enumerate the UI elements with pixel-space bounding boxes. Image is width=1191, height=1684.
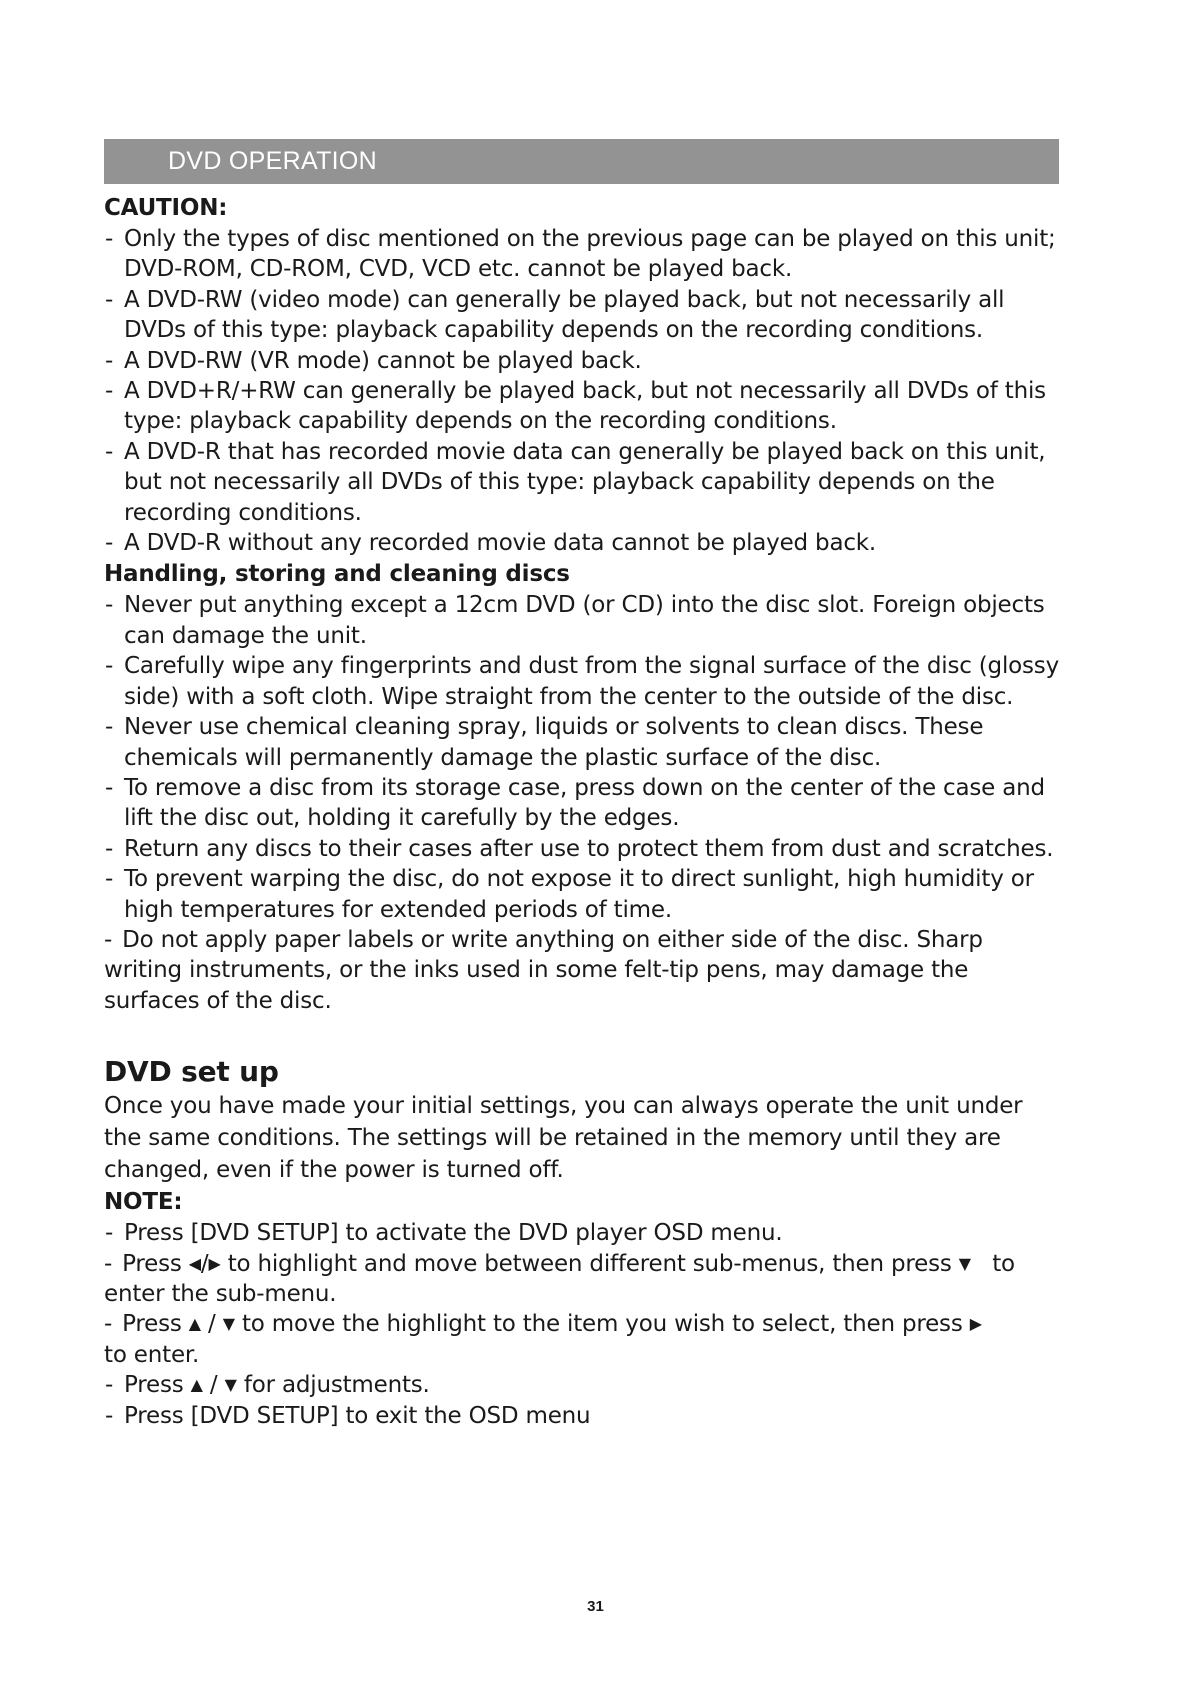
down-arrow-icon: ▼ <box>224 1375 237 1395</box>
handling-heading: Handling, storing and cleaning discs <box>104 561 570 588</box>
handling-item: - Never use chemical cleaning spray, liquids or solvents to clean discs. These chemicals will permanently damage the plastic surface of the disc. <box>104 712 1064 773</box>
caution-item: - A DVD-RW (video mode) can generally be played back, but not necessarily all DVDs of this type: playback capability depends on the recording conditions. <box>104 285 1064 346</box>
setup-heading: DVD set up <box>104 1055 279 1089</box>
slash-glyph: / <box>209 1372 218 1399</box>
slash-glyph: / <box>208 1311 216 1338</box>
caution-item: - A DVD-RW (VR mode) cannot be played back. <box>104 346 1064 376</box>
note-item: - Press ◀/▶ to highlight and move between different sub-menus, then press ▼ to enter the sub-menu. <box>104 1250 1015 1307</box>
up-arrow-icon: ▲ <box>190 1375 203 1395</box>
right-arrow-icon: ▶ <box>969 1314 982 1334</box>
section-header-bar <box>104 139 1059 184</box>
note-list <box>104 1218 1064 1431</box>
handling-item: - To prevent warping the disc, do not expose it to direct sunlight, high humidity or high temperatures for extended periods of time. <box>104 864 1064 925</box>
right-arrow-icon: ▶ <box>208 1253 221 1273</box>
left-arrow-icon: ◀ <box>188 1253 201 1273</box>
note-item: - Press ▲ / ▼ for adjustments. <box>104 1370 1064 1400</box>
caution-item: - A DVD+R/+RW can generally be played back, but not necessarily all DVDs of this type: playback capability depends on the recording conditions. <box>104 376 1064 437</box>
caution-item: - A DVD-R that has recorded movie data can generally be played back on this unit, but not necessarily all DVDs of this type: playback capability depends on the recording conditions. <box>104 437 1064 528</box>
page-number: 31 <box>587 1598 604 1615</box>
setup-intro: Once you have made your initial settings, you can always operate the unit under the same conditions. The settings will be retained in the memory until they are changed, even if the power is turned off. <box>104 1093 1023 1184</box>
down-arrow-icon: ▼ <box>222 1314 235 1334</box>
handling-list <box>104 590 1064 1016</box>
handling-item: - To remove a disc from its storage case, press down on the center of the case and lift the disc out, holding it carefully by the edges. <box>104 773 1064 834</box>
down-arrow-icon: ▼ <box>958 1253 971 1273</box>
caution-item: - A DVD-R without any recorded movie data cannot be played back. <box>104 528 1064 558</box>
page-content <box>104 192 1064 1431</box>
note-item: - Press [DVD SETUP] to activate the DVD player OSD menu. <box>104 1218 1064 1248</box>
note-item: - Press [DVD SETUP] to exit the OSD menu <box>104 1401 1064 1431</box>
slash-glyph: / <box>200 1250 209 1277</box>
handling-item-last-text: Do not apply paper labels or write anything on either side of the disc. Sharp writing instruments, or the inks used in some felt-tip pens, may damage the surfaces of the disc. <box>104 926 983 1014</box>
section-title: DVD OPERATION <box>168 147 378 175</box>
handling-item-last: - Do not apply paper labels or write anything on either side of the disc. Sharp writing instruments, or the inks used in some felt-tip pens, may damage the surfaces of the disc. <box>104 926 983 1014</box>
caution-item: - Only the types of disc mentioned on the previous page can be played on this unit; DVD-ROM, CD-ROM, CVD, VCD etc. cannot be played back. <box>104 224 1064 285</box>
handling-item: - Return any discs to their cases after use to protect them from dust and scratches. <box>104 834 1064 864</box>
caution-list <box>104 224 1064 558</box>
up-arrow-icon: ▲ <box>188 1314 201 1334</box>
note-heading: NOTE: <box>104 1189 183 1216</box>
note-item: - Press ▲ / ▼ to move the highlight to the item you wish to select, then press ▶ to enter. <box>104 1311 982 1368</box>
handling-item: - Carefully wipe any fingerprints and dust from the signal surface of the disc (glossy side) with a soft cloth. Wipe straight from the center to the outside of the disc. <box>104 651 1064 712</box>
caution-heading: CAUTION: <box>104 195 228 221</box>
handling-item: - Never put anything except a 12cm DVD (or CD) into the disc slot. Foreign objects can damage the unit. <box>104 590 1064 651</box>
